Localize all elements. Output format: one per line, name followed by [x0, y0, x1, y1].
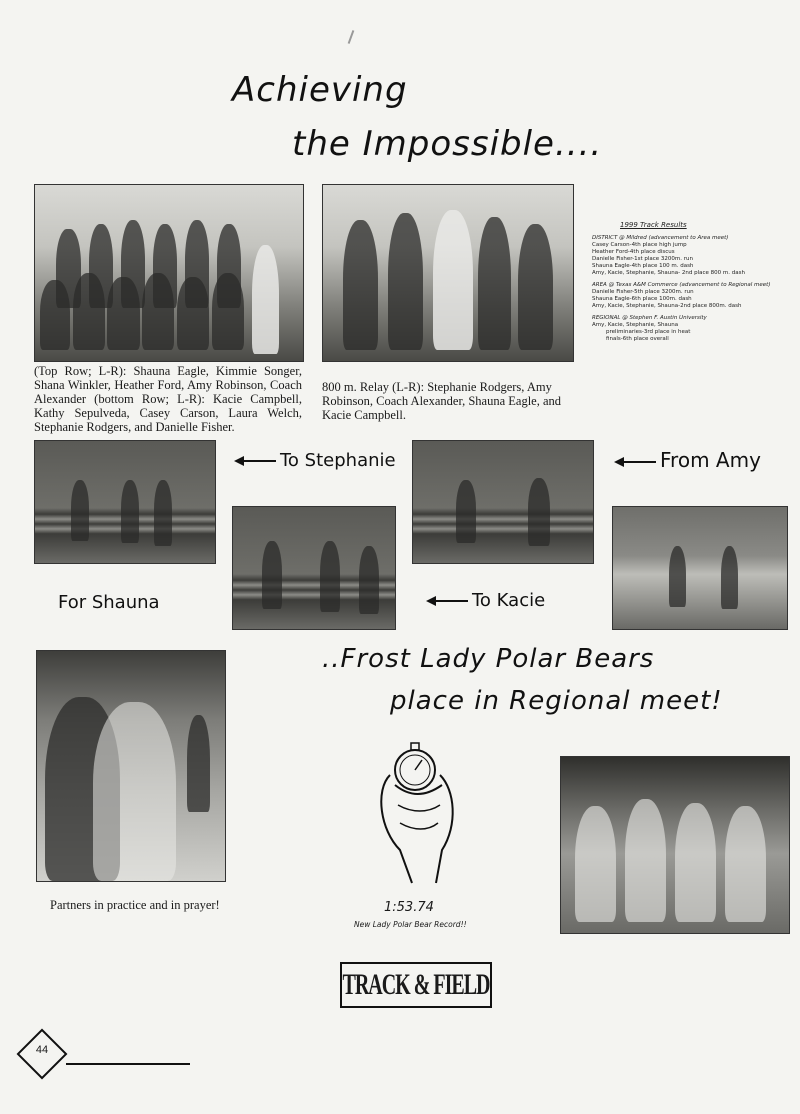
- results-group-district: [592, 235, 792, 277]
- footer-rule: [66, 1063, 190, 1065]
- results-group-regional: [592, 315, 792, 343]
- results-line: finals-6th place overall: [606, 336, 669, 342]
- team-caption: (Top Row; L-R): Shauna Eagle, Kimmie Songer, Shana Winkler, Heather Ford, Amy Robinson, Coach Alexander (bottom Row; L-R): Kacie Campbell, Kathy Sepulveda, Casey Carson, Laura Welch, Stephanie Rodgers, and Danielle Fisher.: [34, 364, 302, 434]
- results-line: Heather Ford-4th place discus: [592, 249, 675, 255]
- label-for-shauna: For Shauna: [58, 592, 160, 613]
- results-line: Shauna Eagle-6th place 100m. dash: [592, 296, 692, 302]
- track-results: [592, 222, 792, 348]
- results-line: preliminaries-3rd place in heat: [606, 329, 691, 335]
- label-from-amy: From Amy: [612, 448, 761, 472]
- results-group-title: DISTRICT @ Mildred (advancement to Area meet): [592, 235, 729, 241]
- prayer-caption: Partners in practice and in prayer!: [50, 898, 220, 912]
- page-number: 44: [35, 1044, 49, 1056]
- results-line: Amy, Kacie, Stephanie, Shauna- 2nd place 800 m. dash: [592, 270, 745, 276]
- label-to-kacie: To Kacie: [424, 590, 545, 611]
- arrow-left-icon: [616, 461, 656, 463]
- track-field-logo: [340, 962, 492, 1008]
- race-photo-4: [612, 506, 788, 630]
- team-photo: [34, 184, 304, 362]
- banner-line1: ..Frost Lady Polar Bears: [322, 644, 655, 674]
- page-title-line1: Achieving: [232, 70, 408, 110]
- results-line: Amy, Kacie, Stephanie, Shauna-2nd place 800m. dash: [592, 303, 742, 309]
- page-title-line2: the Impossible....: [292, 124, 603, 164]
- results-line: Danielle Fisher-1st place 3200m. run: [592, 256, 694, 262]
- banner-line2: place in Regional meet!: [390, 686, 723, 716]
- results-line: Shauna Eagle-4th place 100 m. dash: [592, 263, 694, 269]
- relay-caption: 800 m. Relay (L-R): Stephanie Rodgers, Amy Robinson, Coach Alexander, Shauna Eagle, and Kacie Campbell.: [322, 380, 562, 422]
- arrow-left-icon: [236, 460, 276, 462]
- pen-mark: [348, 30, 355, 44]
- runners-photo: [560, 756, 790, 934]
- results-group-title: REGIONAL @ Stephen F. Austin University: [592, 315, 707, 321]
- arrow-left-icon: [428, 600, 468, 602]
- results-line: Amy, Kacie, Stephanie, Shauna: [592, 322, 679, 328]
- race-photo-1: [34, 440, 216, 564]
- results-group-title: AREA @ Texas A&M Commerce (advancement to Regional meet): [592, 282, 771, 288]
- record-time: 1:53.74: [384, 900, 434, 915]
- results-group-area: [592, 282, 792, 310]
- race-photo-2: [232, 506, 396, 630]
- results-line: Danielle Fisher-5th place 3200m. run: [592, 289, 694, 295]
- prayer-photo: [36, 650, 226, 882]
- label-to-stephanie: To Stephanie: [232, 450, 396, 471]
- results-line: Casey Carson-4th place high jump: [592, 242, 687, 248]
- track-field-logo-text: TRACK & FIELD: [342, 967, 490, 1001]
- results-heading: 1999 Track Results: [620, 221, 687, 229]
- relay-photo: [322, 184, 574, 362]
- record-label: New Lady Polar Bear Record!!: [354, 920, 467, 929]
- race-photo-3: [412, 440, 594, 564]
- stopwatch-hand-icon: [370, 735, 470, 885]
